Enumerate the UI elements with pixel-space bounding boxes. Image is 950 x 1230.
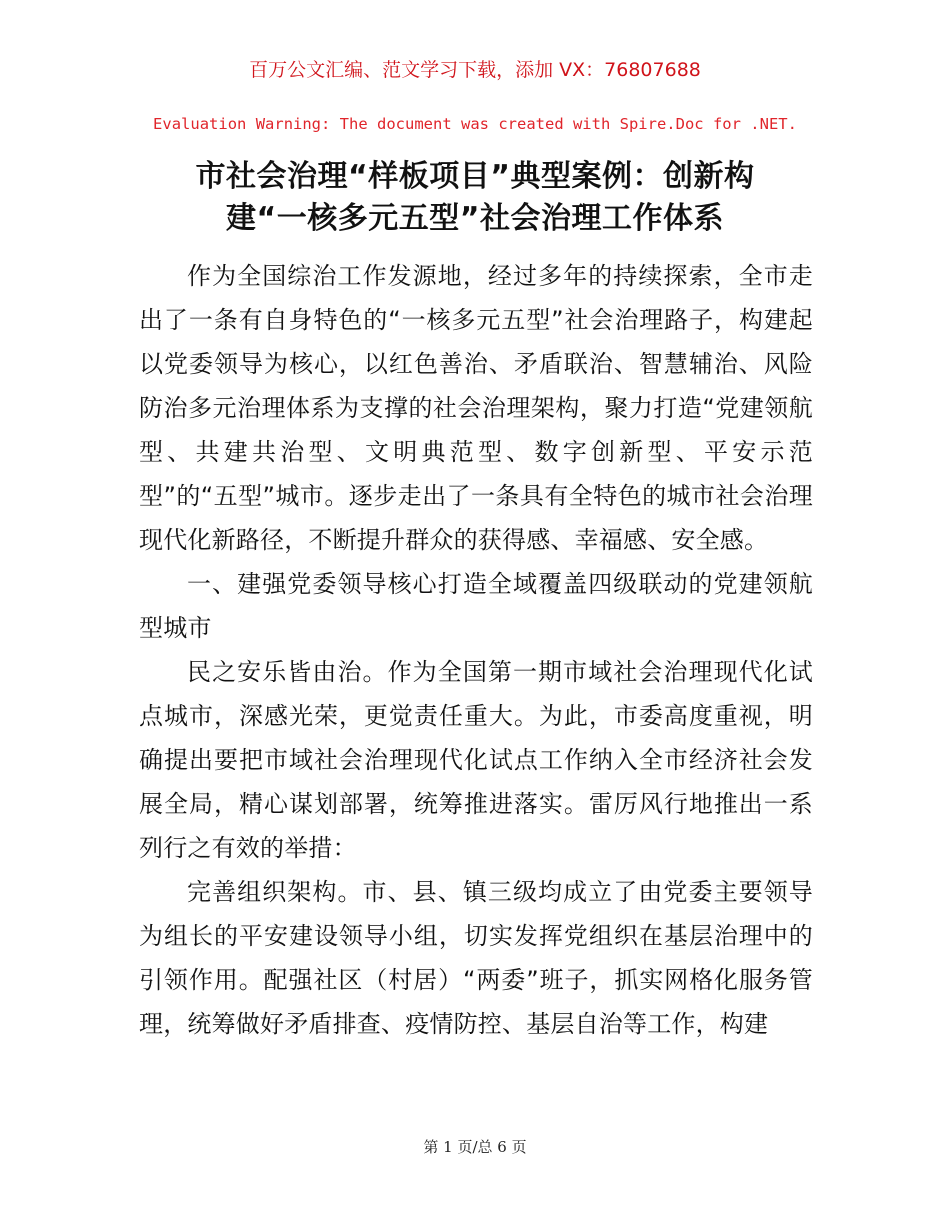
paragraph-organization: 完善组织架构。市、县、镇三级均成立了由党委主要领导为组长的平安建设领导小组，切实发挥党组织在基层治理中的引领作用。配强社区（村居）“两委”班子，抓实网格化服务管理，统筹做好矛盾排查、疫情防控、基层自治等工作，构建 — [139, 878, 813, 1038]
document-title-line-2: 建“一核多元五型”社会治理工作体系 — [226, 201, 724, 236]
evaluation-warning: Evaluation Warning: The document was created with Spire.Doc for .NET. — [153, 115, 797, 133]
document-title — [100, 156, 850, 240]
document-title-line-1: 市社会治理“样板项目”典型案例：创新构 — [195, 159, 755, 194]
paragraph-pilot-city: 民之安乐皆由治。作为全国第一期市域社会治理现代化试点城市，深感光荣，更觉责任重大。为此，市委高度重视，明确提出要把市域社会治理现代化试点工作纳入全市经济社会发展全局，精心谋划部署，统筹推进落实。雷厉风行地推出一系列行之有效的举措： — [139, 658, 813, 862]
page-number-footer: 第 1 页/总 6 页 — [423, 1138, 527, 1156]
section-heading-1: 一、建强党委领导核心打造全域覆盖四级联动的党建领航型城市 — [139, 570, 813, 642]
paragraph-intro: 作为全国综治工作发源地，经过多年的持续探索，全市走出了一条有自身特色的“一核多元五型”社会治理路子，构建起以党委领导为核心，以红色善治、矛盾联治、智慧辅治、风险防治多元治理体系为支撑的社会治理架构，聚力打造“党建领航型、共建共治型、文明典范型、数字创新型、平安示范型”的“五型”城市。逐步走出了一条具有全特色的城市社会治理现代化新路径，不断提升群众的获得感、幸福感、安全感。 — [139, 262, 813, 554]
document-body — [139, 254, 813, 1046]
promo-banner: 百万公文汇编、范文学习下载，添加 VX：76807688 — [249, 59, 701, 81]
